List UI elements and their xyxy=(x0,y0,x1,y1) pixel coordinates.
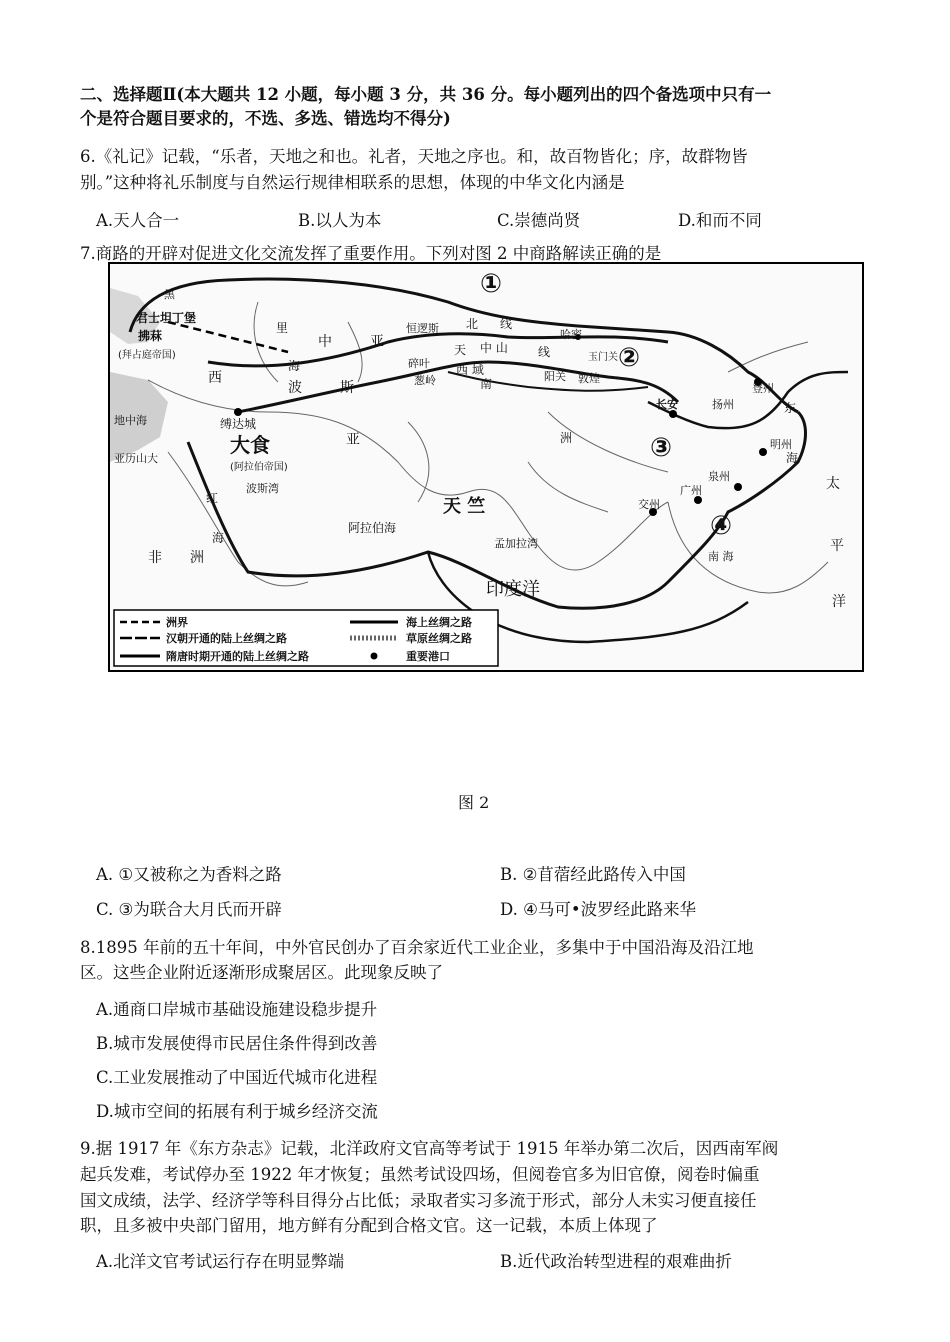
label-africa-2: 洲 xyxy=(190,550,204,566)
q8-option-c[interactable]: C.工业发展推动了中国近代城市化进程 xyxy=(96,1068,378,1087)
label-east: 东 xyxy=(784,401,797,415)
label-persia-1: 波 xyxy=(288,380,302,396)
q9-stem-line3: 国文成绩，法学、经济学等科目得分占比低；录取者实习多流于形式，部分人未实习便直接任 xyxy=(80,1191,757,1210)
q7-stem: 7.商路的开辟对促进文化交流发挥了重要作用。下列对图 2 中商路解读正确的是 xyxy=(80,244,662,263)
q6-stem-line1: 6.《礼记》记载，“乐者，天地之和也。礼者，天地之序也。和，故百物皆化；序，故群物皆 xyxy=(80,147,748,166)
label-africa-1: 非 xyxy=(148,550,162,566)
label-dengzhou: 登州 xyxy=(752,382,774,395)
label-suiye: 碎叶 xyxy=(408,357,430,370)
label-line: 线 xyxy=(500,317,513,331)
legend-steppe-silk: 草原丝绸之路 xyxy=(406,632,472,645)
q8-stem-line2: 区。这些企业附近逐渐形成聚居区。此现象反映了 xyxy=(80,963,443,982)
label-pacific-1: 太 xyxy=(826,476,840,492)
map-legend xyxy=(114,610,498,666)
label-central-asia: 亚 xyxy=(370,334,384,350)
q6-option-c[interactable]: C.崇德尚贤 xyxy=(497,211,581,230)
port-baghdad xyxy=(234,408,242,416)
section-title-line1: 二、选择题Ⅱ(本大题共 12 小题，每小题 3 分，共 36 分。每小题列出的四个备选项中只有一 xyxy=(80,85,772,104)
label-yumen: 玉门关 xyxy=(588,352,618,363)
port-guangzhou xyxy=(694,496,702,504)
label-tianzhu: 天 竺 xyxy=(443,496,486,517)
label-ya: 亚 xyxy=(346,432,360,448)
label-indian-ocean: 印度洋 xyxy=(486,579,540,600)
q6-option-a[interactable]: A.天人合一 xyxy=(96,211,180,230)
label-guangzhou: 广州 xyxy=(680,484,702,497)
silk-road-map xyxy=(108,262,864,672)
q7-option-c[interactable]: C. ③为联合大月氏而开辟 xyxy=(96,900,282,919)
q9-option-b[interactable]: B.近代政治转型进程的艰难曲折 xyxy=(500,1252,732,1271)
label-pacific-2: 平 xyxy=(830,538,844,554)
label-west: 西 xyxy=(208,370,222,386)
q6-stem-line2: 别。”这种将礼乐制度与自然运行规律相联系的思想，体现的中华文化内涵是 xyxy=(80,173,625,192)
label-black-sea: 黑 xyxy=(164,288,175,301)
legend-suitang-land: 隋唐时期开通的陆上丝绸之路 xyxy=(166,650,309,663)
label-fulin: 拂菻 xyxy=(138,329,163,343)
label-hami: 哈密 xyxy=(560,328,582,341)
q8-option-b[interactable]: B.城市发展使得市民居住条件得到改善 xyxy=(96,1034,378,1053)
label-quanzhou: 泉州 xyxy=(708,470,730,483)
legend-continent-border: 洲界 xyxy=(166,616,188,629)
label-alexandria: 亚历山大 xyxy=(114,452,158,465)
label-mingzhou: 明州 xyxy=(770,438,792,451)
label-sea: 海 xyxy=(288,359,301,373)
label-mediterranean: 地中海 xyxy=(114,414,147,427)
q6-option-d[interactable]: D.和而不同 xyxy=(678,211,762,230)
label-persian-gulf: 波斯湾 xyxy=(246,482,279,495)
label-tianshan: 中 山 xyxy=(480,341,508,355)
label-byzantine: (拜占庭帝国) xyxy=(118,350,176,361)
label-constantinople: 君士坦丁堡 xyxy=(136,311,197,325)
label-dashi: 大食 xyxy=(230,433,270,457)
route-marker-1: ① xyxy=(480,269,503,299)
q7-option-a[interactable]: A. ①又被称之为香料之路 xyxy=(96,865,282,884)
figure-caption: 图 2 xyxy=(458,793,490,812)
q8-option-d[interactable]: D.城市空间的拓展有利于城乡经济交流 xyxy=(96,1102,378,1121)
legend-sea-silk: 海上丝绸之路 xyxy=(406,616,472,629)
label-arabian-sea: 阿拉伯海 xyxy=(348,521,397,535)
label-yangguan: 阳关 xyxy=(544,370,566,383)
port-changan xyxy=(669,410,677,418)
label-bengal: 孟加拉湾 xyxy=(494,537,538,550)
label-red-sea-2: 海 xyxy=(212,531,225,545)
label-baghdad: 缚达城 xyxy=(220,417,257,431)
label-zhou: 洲 xyxy=(560,431,573,445)
label-east-sea: 海 xyxy=(786,451,799,465)
q7-option-b[interactable]: B. ②苜蓿经此路传入中国 xyxy=(500,865,686,884)
label-tian: 天 xyxy=(454,343,467,357)
label-south: 南 xyxy=(480,377,493,391)
section-title-line2: 个是符合题目要求的，不选、多选、错选均不得分) xyxy=(80,109,451,128)
label-line-2: 线 xyxy=(538,345,551,359)
map-svg xyxy=(108,262,864,672)
legend-swatch-port xyxy=(371,653,378,660)
label-nanhai: 南 海 xyxy=(708,550,734,563)
label-yangzhou: 扬州 xyxy=(712,398,734,411)
port-mingzhou xyxy=(759,448,767,456)
label-west-region: 西 域 xyxy=(456,363,484,377)
label-north: 北 xyxy=(466,317,479,331)
q8-stem-line1: 8.1895 年前的五十年间，中外官民创办了百余家近代工业企业，多集中于中国沿海及沿江地 xyxy=(80,938,754,957)
q8-option-a[interactable]: A.通商口岸城市基础设施建设稳步提升 xyxy=(96,1000,378,1019)
port-quanzhou xyxy=(734,483,742,491)
legend-port: 重要港口 xyxy=(406,650,450,663)
route-marker-3: ③ xyxy=(650,433,673,463)
q7-option-d[interactable]: D. ④马可•波罗经此路来华 xyxy=(500,900,697,919)
legend-han-land: 汉朝开通的陆上丝绸之路 xyxy=(166,632,287,645)
label-talas: 恒逻斯 xyxy=(406,322,439,335)
label-persia-2: 斯 xyxy=(340,380,354,396)
q9-stem-line4: 职，且多被中央部门留用，地方鲜有分配到合格文官。这一记载，本质上体现了 xyxy=(80,1216,658,1235)
label-changan: 长安 xyxy=(656,398,678,411)
label-pacific-3: 洋 xyxy=(832,594,846,610)
q9-option-a[interactable]: A.北洋文官考试运行存在明显弊端 xyxy=(96,1252,345,1271)
route-marker-2: ② xyxy=(618,343,641,373)
label-dunhuang: 敦煌 xyxy=(578,372,600,385)
label-arab-empire: (阿拉伯帝国) xyxy=(230,462,288,473)
label-central: 中 xyxy=(318,334,332,350)
label-red-sea: 红 xyxy=(206,491,219,505)
label-congling: 葱岭 xyxy=(414,374,436,387)
q6-option-b[interactable]: B.以人为本 xyxy=(298,211,382,230)
label-li: 里 xyxy=(276,321,289,335)
q9-stem-line1: 9.据 1917 年《东方杂志》记载，北洋政府文官高等考试于 1915 年举办第二次后，因西南军阀 xyxy=(80,1139,779,1158)
q9-stem-line2: 起兵发难，考试停办至 1922 年才恢复；虽然考试设四场，但阅卷官多为旧官僚，阅卷时偏重 xyxy=(80,1165,760,1184)
route-marker-4: ④ xyxy=(710,511,733,541)
label-jiaozhou: 交州 xyxy=(638,498,660,511)
